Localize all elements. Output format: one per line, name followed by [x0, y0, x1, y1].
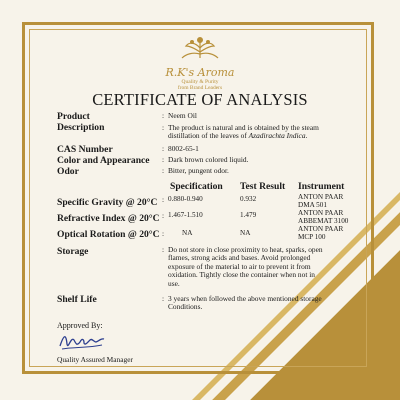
instrument-line-1: ANTON PAAR: [298, 209, 344, 217]
description-value: [168, 124, 343, 141]
row-refractive-index-result: 1.479: [240, 211, 257, 219]
shelf-life-line-2: Conditions.: [168, 302, 203, 312]
product-value: Neem Oil: [168, 111, 197, 120]
shelf-life-line-1: 3 years when followed the above mentioned storage: [168, 294, 322, 303]
description-line-2-end: .: [305, 131, 308, 141]
row-specific-gravity-label: Specific Gravity @ 20°C: [57, 197, 158, 208]
row-optical-rotation-instrument: [298, 226, 343, 241]
storage-line: exposure of the material to air to prevent it from: [168, 261, 311, 271]
header-instrument: Instrument: [298, 181, 345, 192]
storage-line: use.: [168, 278, 180, 288]
row-refractive-index-instrument: [298, 210, 348, 225]
description-line-2-text: distillation of the leaves of: [168, 131, 249, 141]
colon: :: [162, 245, 165, 254]
instrument-line-2: MCP 100: [298, 232, 326, 241]
description-label: Description: [57, 122, 105, 133]
colon: :: [162, 123, 165, 132]
instrument-line-2: DMA 501: [298, 200, 327, 209]
row-optical-rotation-label: Optical Rotation @ 20°C: [57, 229, 160, 240]
species-name: Azadirachta Indica: [248, 131, 306, 141]
brand-name: R.K's Aroma: [165, 66, 235, 79]
header-specification: Specification: [170, 181, 223, 192]
colon: :: [162, 294, 165, 303]
product-label: Product: [57, 111, 90, 122]
signature-role: Quality Assured Manager: [57, 355, 133, 364]
row-specific-gravity-spec: 0.880-0.940: [168, 195, 203, 203]
floral-emblem-icon: [178, 36, 222, 60]
colon: :: [162, 111, 165, 120]
brand-tagline: Quality & Purity: [181, 79, 219, 85]
storage-line: oxidation. Tightly close the container when not in: [168, 270, 315, 280]
row-specific-gravity-result: 0.932: [240, 195, 257, 203]
colon: :: [162, 195, 165, 204]
storage-value: [168, 246, 343, 288]
shelf-life-value: [168, 295, 343, 312]
cas-value: 8002-65-1: [168, 144, 199, 153]
approved-by-label: Approved By:: [57, 321, 103, 330]
instrument-line-1: ANTON PAAR: [298, 225, 344, 233]
storage-line: flames, strong acids and bases. Avoid prolonged: [168, 253, 311, 263]
shelf-life-label: Shelf Life: [57, 294, 97, 305]
description-line-1: The product is natural and is obtained by the steam: [168, 123, 319, 132]
colon: :: [162, 144, 165, 153]
row-optical-rotation-spec: NA: [182, 229, 193, 237]
instrument-line-2: ABBEMAT 3100: [298, 216, 349, 225]
cas-label: CAS Number: [57, 144, 113, 155]
colon: :: [162, 211, 165, 220]
storage-line: Do not store in close proximity to heat, sparks, open: [168, 245, 323, 254]
row-refractive-index-label: Refractive Index @ 20°C: [57, 213, 160, 224]
storage-label: Storage: [57, 246, 89, 257]
row-refractive-index-spec: 1.467-1.510: [168, 211, 203, 219]
brand-logo: [0, 36, 400, 91]
odor-value: Bitter, pungent odor.: [168, 166, 229, 175]
color-label: Color and Appearance: [57, 155, 150, 166]
brand-tagline-sub: from Brand Leaders: [177, 85, 223, 91]
header-test-result: Test Result: [240, 181, 286, 192]
instrument-line-1: ANTON PAAR: [298, 193, 344, 201]
signature-icon: [58, 330, 108, 352]
description-line-2: [168, 132, 343, 140]
colon: :: [162, 155, 165, 164]
odor-label: Odor: [57, 166, 79, 177]
row-specific-gravity-instrument: [298, 194, 343, 209]
colon: :: [162, 229, 165, 238]
page-title: CERTIFICATE OF ANALYSIS: [92, 90, 308, 109]
color-value: Dark brown colored liquid.: [168, 155, 249, 164]
row-optical-rotation-result: NA: [240, 229, 251, 237]
colon: :: [162, 166, 165, 175]
